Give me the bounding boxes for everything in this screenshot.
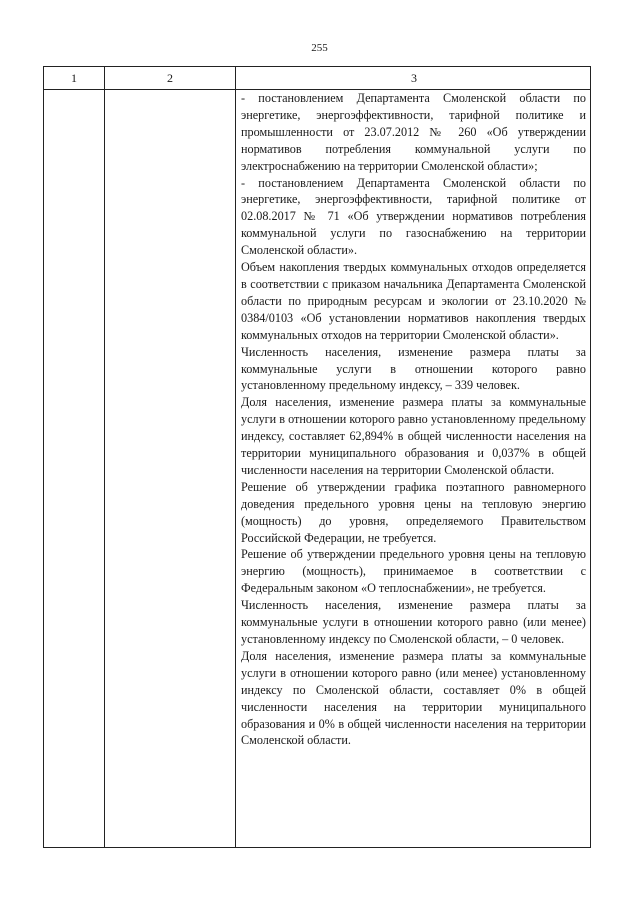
column-3-content: [241, 90, 586, 749]
column-divider-2: [235, 67, 236, 847]
paragraph-population-count-limit: Численность населения, изменение размера платы за коммунальные услуги в отношении которого равно установленному предельному индексу, – 339 человек.: [241, 344, 586, 393]
paragraph-heat-price-schedule: Решение об утверждении графика поэтапного равномерного доведения предельного уровня цены на тепловую энергию (мощность) до уровня, определяемого Правительством Российской Федерации, не требуется.: [241, 479, 586, 545]
column-header-1: 1: [71, 71, 77, 85]
paragraph-decree-electricity: - постановлением Департамента Смоленской области по энергетике, энергоэффективности, тарифной политике и промышленности от 23.07.2012 № 260 «Об утверждении нормативов потребления коммунальной услуги по электроснабжению на территории Смоленской области»;: [241, 91, 586, 173]
paragraph-population-count-regional: Численность населения, изменение размера платы за коммунальные услуги в отношении которого равно (или менее) установленному индексу по Смоленской области, – 0 человек.: [241, 598, 586, 646]
column-divider-1: [104, 67, 105, 847]
column-header-2: 2: [167, 71, 173, 85]
page-number: 255: [311, 42, 328, 54]
paragraph-heat-price-level: Решение об утверждении предельного уровня цены на тепловую энергию (мощность), принимаемое в соответствии с Федеральным законом «О теплоснабжении», не требуется.: [241, 547, 586, 596]
column-header-3: 3: [411, 71, 417, 85]
table-header-row: [44, 67, 590, 90]
paragraph-population-share-regional: Доля населения, изменение размера платы за коммунальные услуги в отношении которого равно (или менее) установленному индексу по Смоленской области, составляет 0% в общей численности населения на территории муниципального образования и 0% в общей численности населения на территории Смоленской области.: [241, 648, 586, 748]
paragraph-decree-gas: - постановлением Департамента Смоленской области по энергетике, энергоэффективности, тарифной политике от 02.08.2017 № 71 «Об утверждении нормативов потребления коммунальной услуги по газоснабжению на территории Смоленской области».: [241, 175, 586, 258]
paragraph-population-share-limit: Доля населения, изменение размера платы за коммунальные услуги в отношении которого равно установленному предельному индексу, составляет 62,894% в общей численности населения на территории муниципального образования и 0,037% в общей численности населения на территории Смоленской области.: [241, 395, 586, 477]
document-table: [43, 66, 591, 848]
paragraph-waste-volume: Объем накопления твердых коммунальных отходов определяется в соответствии с приказом начальника Департамента Смоленской области по природным ресурсам и экологии от 23.10.2020 № 0384/0103 «Об установлении нормативов накопления твердых коммунальных отходов на территории Смоленской области».: [241, 260, 586, 342]
